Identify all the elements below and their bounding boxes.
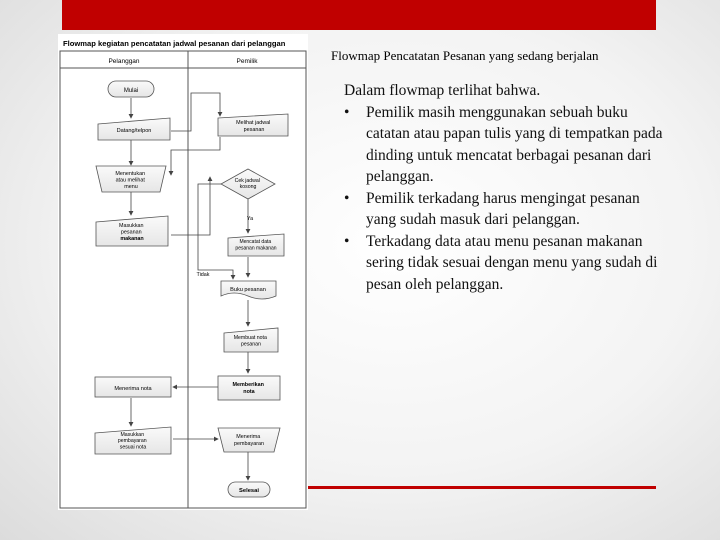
- explanation-text: [338, 80, 668, 295]
- svg-text:Menentukan atau meliha: Menentukan atau melihat menu: [115, 171, 146, 190]
- flowmap-diagram: [58, 34, 308, 510]
- svg-text:Cek jadwal kosong: Cek jadwal kosong: [234, 178, 260, 190]
- svg-text:Masukkan pesanan: Masukkan pesanan makanan: [118, 223, 144, 242]
- terminator-selesai: [228, 482, 270, 497]
- svg-text:Melihat jadwal pesanan: Melihat jadwal pesanan: [236, 120, 271, 133]
- svg-text:Membuat nota pesanan: Membuat nota pesanan: [233, 335, 267, 348]
- svg-text:Selesai: Selesai: [239, 488, 259, 494]
- svg-text:Datang/telpon: Datang/telpon: [116, 128, 152, 134]
- svg-text:Buku pesanan: Buku pesanan: [230, 287, 266, 293]
- bullet-dot-icon: •: [344, 103, 350, 121]
- manual-input-melihat-jadwal: [218, 114, 288, 136]
- svg-text:Menerima pembayaran: Menerima pembayaran: [234, 434, 264, 447]
- lane-header-pelanggan: Pelanggan: [108, 58, 140, 65]
- decision-cek-jadwal: [221, 169, 275, 199]
- bullet-dot-icon: •: [344, 232, 350, 250]
- lane-header-pemilik: Pemilik: [236, 58, 258, 65]
- manual-input-datang: [98, 118, 170, 140]
- svg-text:Memberikan nota: Memberikan nota: [232, 382, 264, 395]
- process-menerima-nota: [95, 377, 171, 397]
- top-accent-bar: [62, 0, 656, 30]
- svg-text:Menerima nota: Menerima nota: [114, 386, 152, 392]
- manual-input-masukkan-pembayaran: [95, 427, 171, 454]
- svg-text:Masukkan pembayaran: Masukkan pembayaran sesuai nota: [117, 432, 147, 451]
- intro-text: Dalam flowmap terlihat bahwa.: [344, 82, 541, 99]
- terminator-mulai: [108, 81, 154, 97]
- bullet-item: • Pemilik terkadang harus mengingat pesanan yang sudah masuk dari pelanggan.: [344, 189, 640, 228]
- manual-op-menerima-pembayaran: [218, 428, 280, 452]
- bullet-item: • Terkadang data atau menu pesanan makanan sering tidak sesuai dengan menu yang sudah di pesan oleh pelanggan.: [344, 232, 658, 293]
- decision-label-tidak: Tidak: [196, 272, 210, 278]
- svg-text:Mencatat data pesanan: Mencatat data pesanan makanan: [235, 239, 277, 252]
- decision-label-ya: Ya: [246, 216, 254, 222]
- manual-op-menentukan: [96, 166, 166, 192]
- bullet-dot-icon: •: [344, 189, 350, 207]
- process-memberikan-nota: [218, 376, 280, 400]
- flowmap-title: Flowmap kegiatan pencatatan jadwal pesanan dari pelanggan: [63, 39, 286, 48]
- manual-input-membuat-nota: [224, 328, 278, 352]
- bottom-accent-bar: [308, 486, 656, 489]
- document-buku-pesanan: [221, 281, 276, 299]
- bullet-item: • Pemilik masih menggunakan sebuah buku catatan atau papan tulis yang di tempatkan pada dinding untuk mencatat berbagai pesanan dari pelanggan.: [344, 103, 663, 185]
- svg-text:Mulai: Mulai: [123, 88, 139, 94]
- manual-input-mencatat: [228, 234, 284, 256]
- bullet-list: [338, 102, 668, 296]
- slide-title: Flowmap Pencatatan Pesanan yang sedang berjalan: [331, 48, 599, 63]
- manual-input-masukkan-pesanan: [96, 216, 168, 246]
